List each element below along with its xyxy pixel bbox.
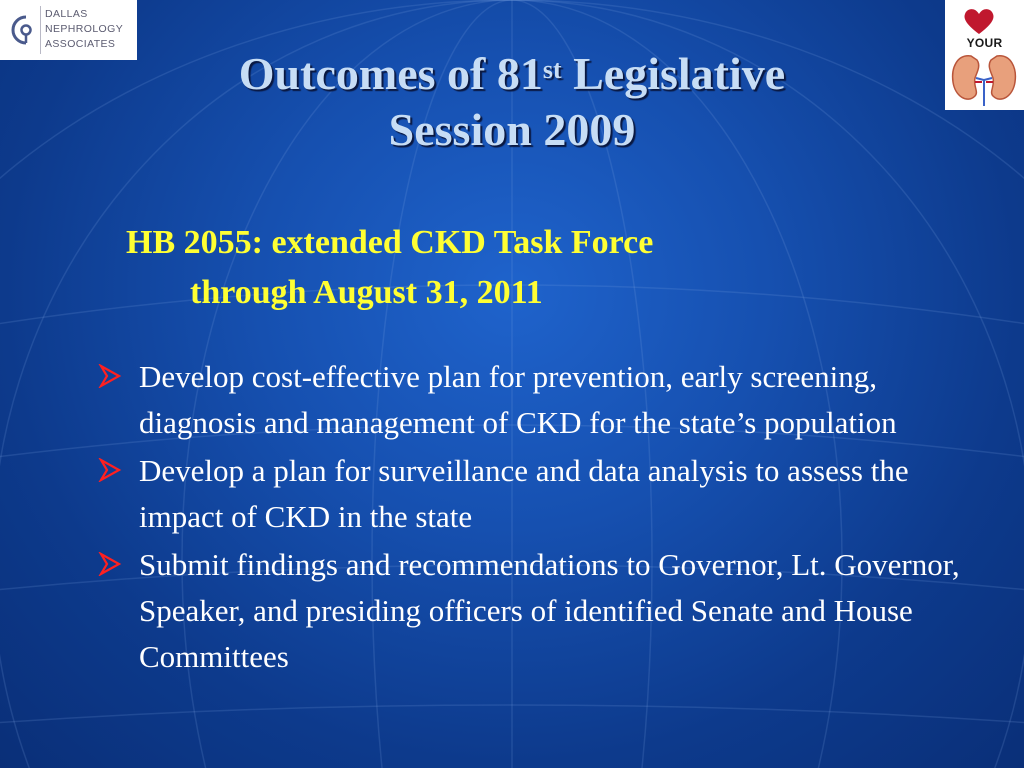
logo-divider <box>40 6 41 54</box>
bullet-item <box>98 448 998 540</box>
logo-wordmark <box>45 7 123 52</box>
kidneys-icon <box>949 52 1019 106</box>
logo-line-dallas: DALLAS <box>45 8 88 20</box>
title-line2: Session 2009 <box>388 104 636 155</box>
bullet-item <box>98 354 998 446</box>
heart-icon <box>963 7 995 35</box>
bullet-item <box>98 542 998 680</box>
title-main: Outcomes of 81 <box>238 48 543 99</box>
dallas-nephrology-logo <box>0 0 137 60</box>
subtitle-line2: through August 31, 2011 <box>190 274 543 311</box>
bullet-list <box>98 354 998 682</box>
logo-line-associates: ASSOCIATES <box>45 38 116 50</box>
logo-your-text: YOUR <box>966 36 1003 50</box>
title-rest: Legislative <box>561 48 786 99</box>
love-your-kidneys-logo <box>945 0 1024 110</box>
arrow-bullet-icon <box>98 552 122 576</box>
slide-subtitle <box>126 218 886 318</box>
arrow-bullet-icon <box>98 458 122 482</box>
dna-logo-mark-icon <box>4 8 40 52</box>
slide-title <box>140 46 884 158</box>
bullet-text: Develop cost-effective plan for prevention, early screening, diagnosis and management of CKD for the state’s population <box>139 359 897 440</box>
arrow-bullet-icon <box>98 364 122 388</box>
logo-line-nephrology: NEPHROLOGY <box>45 23 124 35</box>
subtitle-line1: HB 2055: extended CKD Task Force <box>126 224 654 261</box>
title-superscript: st <box>542 55 562 84</box>
bullet-text: Develop a plan for surveillance and data analysis to assess the impact of CKD in the state <box>139 453 909 534</box>
bullet-text: Submit findings and recommendations to Governor, Lt. Governor, Speaker, and presiding officers of identified Senate and House Committees <box>139 547 960 674</box>
